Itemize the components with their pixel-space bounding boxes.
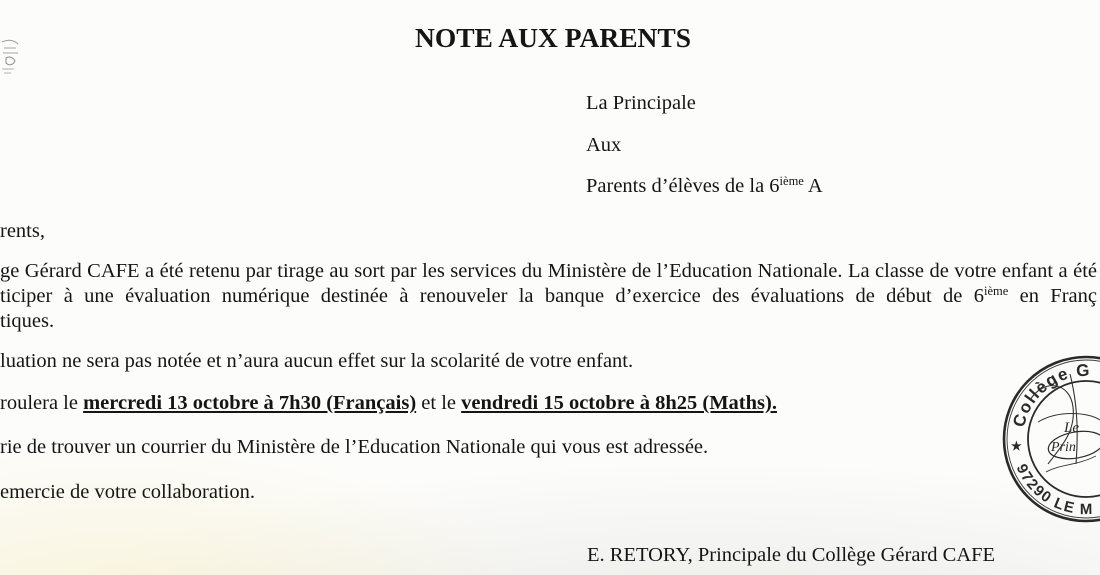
schedule-date-french: mercredi 13 octobre à 7h30 (Français) — [83, 392, 417, 414]
document-title: NOTE AUX PARENTS — [414, 22, 692, 53]
salutation: rents, — [0, 220, 45, 242]
school-stamp — [1000, 352, 1100, 528]
recipient-grade-superscript: ième — [779, 174, 804, 188]
recipient-text: Parents d’élèves de la 6 — [586, 175, 780, 197]
stamp-ring-bottom-text — [1013, 461, 1094, 518]
paragraph-3-schedule — [0, 391, 777, 415]
recipient-class: A — [803, 175, 823, 197]
paragraph-1-line-3: tiques. — [0, 310, 55, 332]
addressee-prefix: Aux — [586, 134, 622, 156]
stamp-inner-label: Prin — [1051, 440, 1076, 455]
stamp-ring-bottom-label: 97290 LE M — [1012, 461, 1094, 519]
recipient-line — [586, 174, 823, 198]
stamp-star-icon: ★ — [1011, 439, 1022, 453]
stamp-inner-top-text: Le — [1064, 420, 1079, 436]
paragraph-1-line-1: ge Gérard CAFE a été retenu par tirage au sort par les services du Ministère de l’Education Nationale. La classe de votre enfant a été — [0, 260, 1097, 282]
paragraph-1-line-2-text: ticiper à une évaluation numérique destinée à renouveler la banque d’exercice des évaluations de début de 6 — [0, 285, 984, 307]
grade-superscript: ième — [983, 284, 1009, 298]
paragraph-5: emercie de votre collaboration. — [0, 481, 255, 503]
paragraph-1-line-2 — [0, 284, 1097, 308]
paragraph-2: luation ne sera pas notée et n’aura aucun effet sur la scolarité de votre enfant. — [0, 350, 634, 372]
paragraph-1-line-2-end: en Franç — [1008, 285, 1097, 307]
stamp-ring-top-label: Collège G — [1009, 360, 1092, 430]
signature-line: E. RETORY, Principale du Collège Gérard CAFE — [587, 544, 996, 566]
schedule-prefix: roulera le — [0, 392, 84, 414]
sender-line: La Principale — [586, 92, 696, 114]
paragraph-4: rie de trouver un courrier du Ministère de l’Education Nationale qui vous est adressée. — [0, 436, 709, 458]
stamp-ring-top-text — [1009, 361, 1091, 429]
schedule-middle: et le — [416, 392, 462, 414]
schedule-date-maths: vendredi 15 octobre à 8h25 (Maths). — [461, 392, 777, 414]
